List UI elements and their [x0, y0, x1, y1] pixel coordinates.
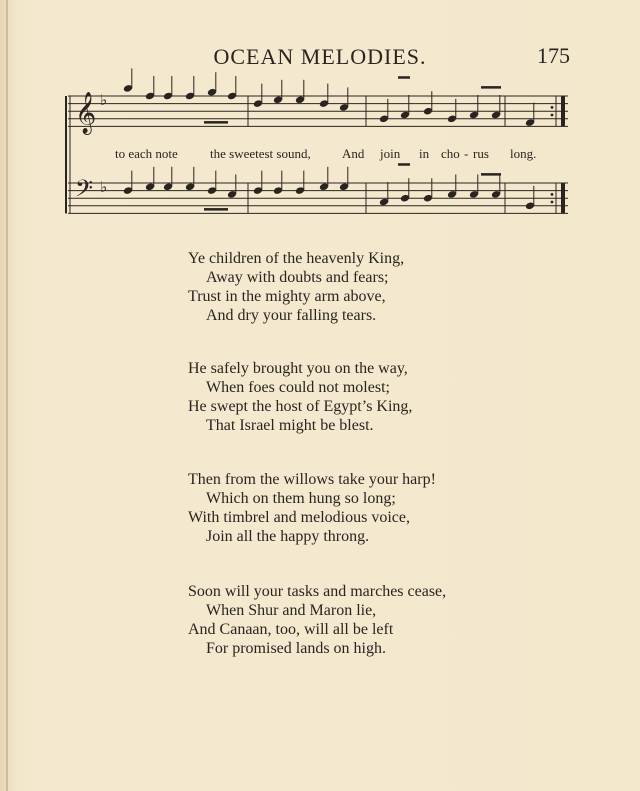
bass-clef-icon: 𝄢	[75, 174, 94, 208]
note-beam	[481, 173, 501, 176]
verse-line: That Israel might be blest.	[206, 417, 374, 434]
verse-line: For promised lands on high.	[206, 640, 386, 657]
flat-sign-icon: ♭	[100, 178, 108, 197]
verse-line: With timbrel and melodious voice,	[188, 509, 410, 526]
stanza-2	[188, 359, 412, 435]
lyric-syllable: join	[380, 146, 401, 161]
verse-line: Then from the willows take your harp!	[188, 471, 436, 488]
lyric-syllable: to each note	[115, 146, 178, 161]
verse-line: He swept the host of Egypt’s King,	[188, 398, 413, 415]
note-beam	[398, 76, 410, 79]
verse-line: Ye children of the heavenly King,	[188, 250, 405, 267]
lyric-syllable: cho	[441, 146, 460, 161]
lyric-syllable: rus	[473, 146, 489, 161]
lyric-syllable: in	[419, 146, 430, 161]
lyric-syllable: And	[342, 146, 365, 161]
verse-line: Trust in the mighty arm above,	[188, 288, 386, 305]
verse-line: Join all the happy throng.	[206, 528, 370, 545]
repeat-dot	[551, 106, 554, 109]
music-score	[0, 0, 640, 230]
verse-line: When Shur and Maron lie,	[206, 602, 377, 619]
verse-line: He safely brought you on the way,	[188, 360, 408, 377]
note-beam	[481, 86, 501, 89]
repeat-dot	[551, 114, 554, 117]
note-beam	[204, 208, 228, 211]
verse-line: Soon will your tasks and marches cease,	[188, 583, 447, 600]
final-bar-thick	[561, 183, 565, 213]
verse-line: And Canaan, too, will all be left	[188, 621, 394, 638]
flat-sign-icon: ♭	[100, 91, 108, 110]
repeat-dot	[551, 193, 554, 196]
verse-line: Which on them hung so long;	[206, 490, 396, 507]
running-title: OCEAN MELODIES.	[213, 44, 427, 69]
lyric-syllable: the sweetest sound,	[210, 146, 311, 161]
verse-line: When foes could not molest;	[206, 379, 390, 396]
page-number: 175	[537, 43, 570, 68]
note-beam	[398, 163, 410, 166]
note-beam	[204, 121, 228, 124]
repeat-dot	[551, 201, 554, 204]
final-bar-thick	[561, 96, 565, 126]
verse-line: And dry your falling tears.	[206, 307, 377, 324]
lyric-syllable: long.	[510, 146, 537, 161]
stanza-4	[188, 582, 446, 658]
stanza-1	[188, 249, 404, 325]
stanza-3	[188, 470, 436, 546]
lyric-syllable: -	[464, 146, 469, 161]
treble-clef-icon: 𝄞	[75, 92, 97, 134]
verse-line: Away with doubts and fears;	[206, 269, 389, 286]
music-lyrics	[0, 146, 640, 162]
